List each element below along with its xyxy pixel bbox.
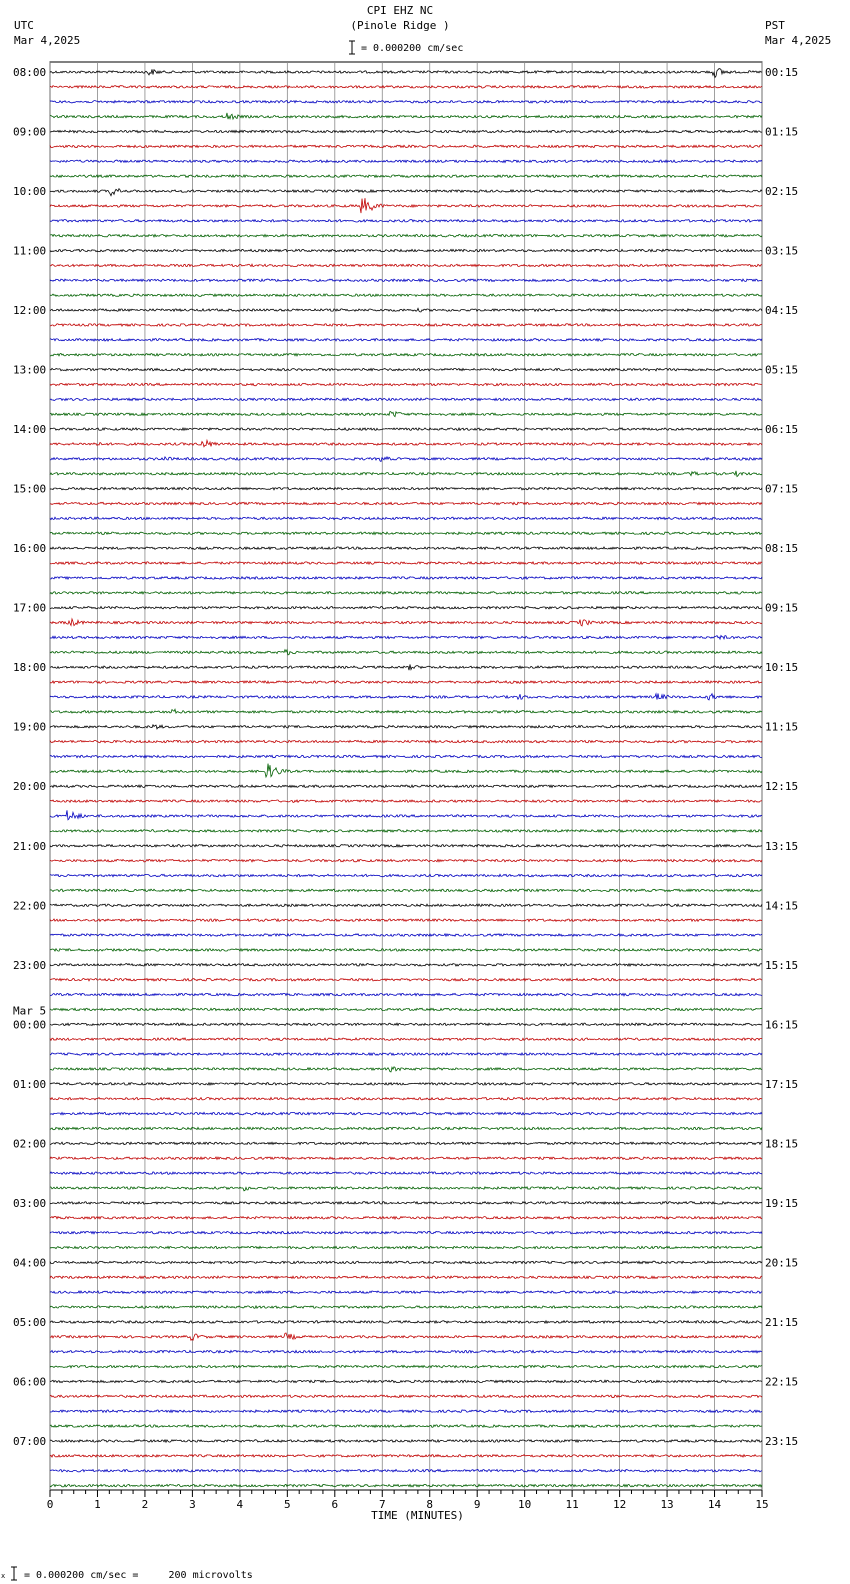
plot-frame <box>50 62 762 1490</box>
x-tick-label: 14 <box>707 1498 722 1511</box>
utc-hour-label: 21:00 <box>13 839 47 853</box>
x-tick-label: 0 <box>46 1498 54 1511</box>
pst-hour-label: 19:15 <box>765 1196 799 1210</box>
pst-hour-label: 03:15 <box>765 244 799 258</box>
seismic-trace <box>50 189 762 196</box>
seismic-trace <box>50 577 762 579</box>
utc-hour-label: 11:00 <box>13 244 47 258</box>
utc-hour-label: 20:00 <box>13 780 47 794</box>
x-tick-label: 7 <box>378 1498 386 1511</box>
pst-hour-label: 20:15 <box>765 1256 799 1270</box>
pst-hour-label: 14:15 <box>765 899 799 913</box>
seismic-trace <box>50 681 762 683</box>
seismic-trace <box>50 725 762 729</box>
seismic-trace <box>50 619 762 626</box>
seismic-trace <box>50 1008 762 1010</box>
utc-hour-label: 18:00 <box>13 661 47 675</box>
utc-hour-label: 07:00 <box>13 1434 47 1448</box>
utc-hour-label: 10:00 <box>13 185 47 199</box>
x-tick-label: 1 <box>94 1498 101 1511</box>
pst-hour-label: 17:15 <box>765 1077 799 1091</box>
seismic-trace <box>50 440 762 446</box>
pst-hour-label: 09:15 <box>765 601 799 615</box>
seismic-trace <box>50 1410 762 1412</box>
x-tick-label: 2 <box>141 1498 149 1511</box>
seismic-trace <box>50 785 762 787</box>
seismic-trace <box>50 1291 762 1293</box>
seismic-trace <box>50 934 762 936</box>
utc-hour-label: 02:00 <box>13 1137 47 1151</box>
seismic-trace <box>50 101 762 103</box>
seismic-trace <box>50 693 762 700</box>
x-tick-label: 3 <box>189 1498 196 1511</box>
seismic-trace <box>50 1023 762 1025</box>
seismic-trace <box>50 471 762 477</box>
seismic-trace <box>50 1440 762 1442</box>
seismic-trace <box>50 709 762 713</box>
utc-hour-label: 09:00 <box>13 125 47 139</box>
utc-hour-label: 12:00 <box>13 304 47 318</box>
seismic-trace <box>50 1246 762 1248</box>
x-tick-label: 10 <box>518 1498 532 1511</box>
seismic-trace <box>50 993 762 995</box>
seismic-trace <box>50 1261 762 1263</box>
seismic-trace <box>50 1217 762 1219</box>
x-tick-label: 6 <box>331 1498 339 1511</box>
seismic-trace <box>50 859 762 861</box>
utc-hour-label: 19:00 <box>13 720 47 734</box>
seismic-trace <box>50 1321 762 1323</box>
x-tick-label: 4 <box>236 1498 244 1511</box>
seismic-trace <box>50 904 762 906</box>
pst-hour-label: 07:15 <box>765 482 799 496</box>
pst-hour-label: 21:15 <box>765 1315 799 1329</box>
seismic-trace <box>50 949 762 951</box>
seismic-trace <box>50 1470 762 1472</box>
utc-hour-label: 08:00 <box>13 66 47 79</box>
utc-hour-label: 22:00 <box>13 899 47 913</box>
seismic-trace <box>50 1395 762 1397</box>
utc-hour-label: 14:00 <box>13 423 47 437</box>
seismic-trace <box>50 607 762 609</box>
seismic-trace <box>50 339 762 341</box>
seismic-trace <box>50 1142 762 1144</box>
seismic-trace <box>50 428 762 430</box>
seismic-trace <box>50 636 762 640</box>
seismic-trace <box>50 160 762 162</box>
footer-scale-label: = 0.000200 cm/sec = 200 microvolts <box>24 1570 253 1581</box>
seismic-trace <box>50 1276 762 1278</box>
seismic-trace <box>50 86 762 88</box>
seismic-trace <box>50 1083 762 1085</box>
seismic-trace <box>50 1053 762 1055</box>
seismic-trace <box>50 457 762 462</box>
utc-hour-label: 15:00 <box>13 482 47 496</box>
seismic-trace <box>50 810 762 820</box>
seismic-trace <box>50 235 762 237</box>
seismic-trace <box>50 664 762 670</box>
seismic-trace <box>50 279 762 281</box>
seismic-trace <box>50 1365 762 1367</box>
seismic-trace <box>50 1202 762 1204</box>
seismic-trace <box>50 874 762 876</box>
pst-hour-label: 12:15 <box>765 780 799 794</box>
seismic-trace <box>50 1157 762 1159</box>
seismic-trace <box>50 532 762 534</box>
pst-hour-label: 22:15 <box>765 1375 799 1389</box>
pst-date-label: Mar 4,2025 <box>765 34 832 47</box>
seismic-trace <box>50 547 762 549</box>
pst-hour-label: 05:15 <box>765 363 799 377</box>
pst-hour-label: 18:15 <box>765 1137 799 1151</box>
seismic-trace <box>50 845 762 847</box>
seismic-trace <box>50 1231 762 1233</box>
seismic-trace <box>50 1333 762 1340</box>
seismic-trace <box>50 398 762 400</box>
seismic-trace <box>50 1112 762 1114</box>
x-tick-label: 11 <box>565 1498 579 1511</box>
utc-hour-label: 05:00 <box>13 1315 47 1329</box>
x-tick-label: 12 <box>612 1498 627 1511</box>
footer-scale-bar-icon <box>0 1565 22 1583</box>
seismic-trace <box>50 69 762 78</box>
seismic-trace <box>50 249 762 251</box>
utc-hour-label: 04:00 <box>13 1256 47 1270</box>
seismic-trace <box>50 198 762 213</box>
seismic-trace <box>50 830 762 832</box>
seismic-trace <box>50 1038 762 1040</box>
seismic-trace <box>50 592 762 594</box>
seismic-trace <box>50 383 762 385</box>
pst-hour-label: 11:15 <box>765 720 799 734</box>
svg-text:x: x <box>1 1572 6 1580</box>
utc-hour-label: 17:00 <box>13 601 47 615</box>
seismic-trace <box>50 800 762 802</box>
utc-hour-label: 16:00 <box>13 542 47 556</box>
seismic-trace <box>50 1306 762 1308</box>
seismic-trace <box>50 755 762 757</box>
pst-hour-label: 16:15 <box>765 1018 799 1032</box>
pst-hour-label: 13:15 <box>765 839 799 853</box>
x-axis-label: TIME (MINUTES) <box>371 1509 464 1522</box>
pst-hour-label: 15:15 <box>765 958 799 972</box>
seismic-trace <box>50 294 762 296</box>
pst-zone-label: PST <box>765 19 785 32</box>
pst-hour-label: 04:15 <box>765 304 799 318</box>
seismic-trace <box>50 1172 762 1174</box>
seismic-trace <box>50 368 762 370</box>
x-tick-label: 13 <box>660 1498 674 1511</box>
seismic-trace <box>50 1351 762 1353</box>
site-title: (Pinole Ridge ) <box>350 19 450 32</box>
pst-hour-label: 23:15 <box>765 1434 799 1448</box>
x-tick-label: 5 <box>284 1498 291 1511</box>
seismic-trace <box>50 740 762 742</box>
seismic-trace <box>50 1484 762 1486</box>
x-tick-label: 8 <box>426 1498 434 1511</box>
seismic-trace <box>50 1425 762 1427</box>
utc-zone-label: UTC <box>14 19 34 32</box>
pst-hour-label: 02:15 <box>765 185 799 199</box>
seismic-trace <box>50 220 762 222</box>
seismic-trace <box>50 650 762 655</box>
seismic-trace <box>50 889 762 891</box>
x-tick-label: 9 <box>473 1498 481 1511</box>
utc-hour-label: 01:00 <box>13 1077 47 1091</box>
pst-hour-label: 06:15 <box>765 423 799 437</box>
seismic-trace <box>50 324 762 326</box>
seismic-trace <box>50 1380 762 1382</box>
seismic-trace <box>50 502 762 504</box>
pst-hour-label: 00:15 <box>765 66 799 79</box>
date-change-label: Mar 5 <box>13 1004 47 1018</box>
station-title: CPI EHZ NC <box>366 4 434 17</box>
seismic-trace <box>50 1098 762 1100</box>
seismic-trace <box>50 964 762 966</box>
seismic-trace <box>50 308 762 312</box>
seismic-trace <box>50 517 762 519</box>
seismic-trace <box>50 979 762 981</box>
seismic-trace <box>50 1067 762 1072</box>
utc-hour-label: 00:00 <box>13 1018 47 1032</box>
scale-label: = 0.000200 cm/sec <box>361 43 464 54</box>
seismic-trace <box>50 175 762 177</box>
seismic-trace <box>50 264 762 266</box>
seismic-trace <box>50 113 762 119</box>
utc-date-label: Mar 4,2025 <box>14 34 81 47</box>
x-tick-label: 15 <box>755 1498 769 1511</box>
seismic-trace <box>50 1455 762 1457</box>
pst-hour-label: 10:15 <box>765 661 799 675</box>
utc-hour-label: 13:00 <box>13 363 47 377</box>
seismic-trace <box>50 1187 762 1191</box>
pst-hour-label: 08:15 <box>765 542 799 556</box>
seismic-trace <box>50 764 762 777</box>
seismic-trace <box>50 487 762 489</box>
seismic-trace <box>50 919 762 921</box>
pst-hour-label: 01:15 <box>765 125 799 139</box>
seismic-trace <box>50 354 762 356</box>
utc-hour-label: 23:00 <box>13 958 47 972</box>
seismic-trace <box>50 1127 762 1129</box>
seismic-trace <box>50 130 762 132</box>
seismic-trace <box>50 411 762 416</box>
seismic-trace <box>50 145 762 147</box>
seismic-trace <box>50 562 762 564</box>
utc-hour-label: 03:00 <box>13 1196 47 1210</box>
utc-hour-label: 06:00 <box>13 1375 47 1389</box>
